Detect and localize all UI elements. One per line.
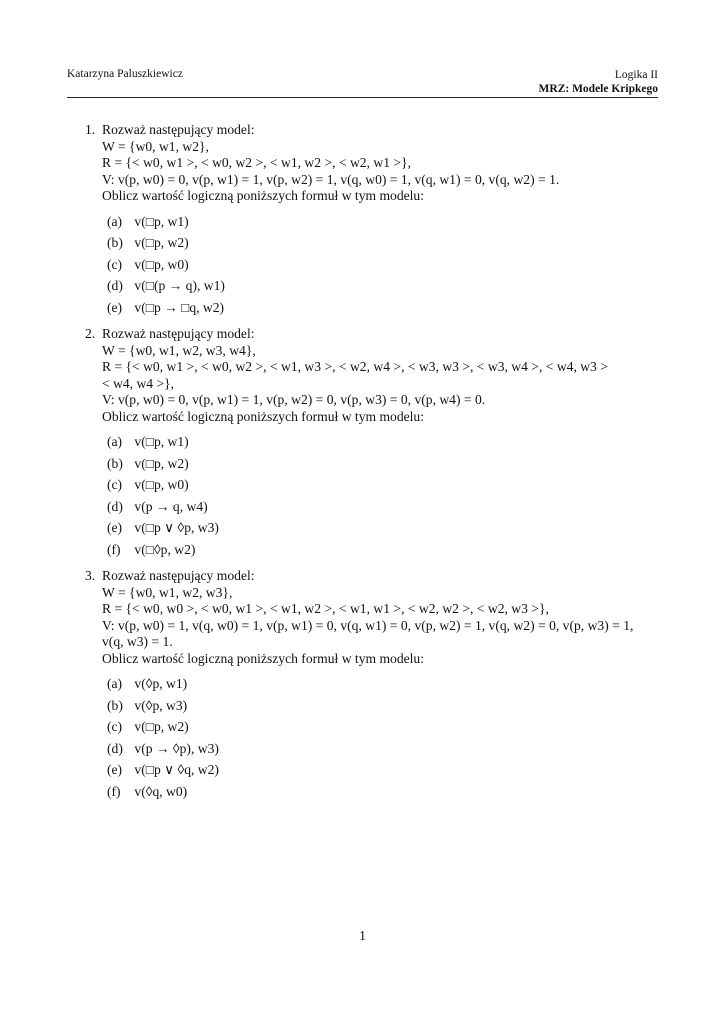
- problem-intro: Rozważ następujący model:: [102, 326, 255, 341]
- model-valuation: V: v(p, w0) = 0, v(p, w1) = 1, v(p, w2) = 0, v(p, w3) = 0, v(p, w4) = 0.: [102, 392, 486, 407]
- formula-item: [107, 232, 660, 254]
- model-worlds: W = {w0, w1, w2, w3},: [102, 584, 233, 600]
- problem-number: 3.: [85, 568, 96, 583]
- problem-task: Oblicz wartość logiczną poniższych formuł w tym modelu:: [102, 188, 425, 203]
- item-label: (c): [107, 719, 123, 734]
- item-formula: v(◊q, w0): [134, 783, 188, 799]
- item-formula: v(□◊p, w2): [134, 541, 196, 557]
- item-label: (e): [107, 762, 123, 777]
- item-formula: v(□p, w2): [134, 719, 189, 734]
- formula-item: [107, 716, 660, 738]
- problem-1: [85, 122, 660, 318]
- item-formula: v(□p, w2): [134, 235, 189, 250]
- formula-item: [107, 211, 660, 233]
- item-formula: v(◊p, w3): [134, 697, 188, 713]
- problem-2: [85, 326, 660, 560]
- item-formula: v(p → q, w4): [134, 498, 208, 514]
- formula-item: [107, 738, 660, 760]
- item-label: (e): [107, 520, 123, 535]
- item-formula: v(□p, w0): [134, 256, 189, 272]
- item-formula: v(□p ∨ ◊p, w3): [134, 520, 219, 535]
- formula-item: [107, 453, 660, 475]
- item-formula: v(□p, w1): [134, 213, 189, 229]
- formula-list: [107, 673, 660, 802]
- item-formula: v(□(p → q), w1): [134, 278, 225, 293]
- formula-item: [107, 517, 660, 539]
- item-label: (a): [107, 434, 123, 449]
- item-formula: v(□p ∨ ◊q, w2): [134, 762, 219, 777]
- formula-item: [107, 673, 660, 695]
- problem-3: [85, 568, 660, 802]
- page-number: 1: [359, 928, 366, 943]
- formula-item: [107, 539, 660, 561]
- problem-number: 1.: [85, 122, 96, 137]
- formula-item: [107, 496, 660, 518]
- item-label: (d): [107, 278, 123, 293]
- formula-item: [107, 695, 660, 717]
- item-label: (b): [107, 235, 123, 250]
- item-label: (c): [107, 477, 123, 492]
- formula-item: [107, 297, 660, 319]
- problem-task: Oblicz wartość logiczną poniższych formuł w tym modelu:: [102, 650, 425, 666]
- formula-list: [107, 431, 660, 560]
- model-worlds: W = {w0, w1, w2},: [102, 138, 209, 154]
- item-formula: v(□p, w0): [134, 477, 189, 492]
- model-relation: R = {< w0, w1 >, < w0, w2 >, < w1, w2 >, < w2, w1 >},: [102, 155, 411, 170]
- item-formula: v(◊p, w1): [134, 676, 188, 691]
- item-formula: v(□p, w1): [134, 434, 189, 449]
- formula-item: [107, 254, 660, 276]
- problem-intro: Rozważ następujący model:: [102, 122, 255, 137]
- item-label: (f): [107, 541, 121, 557]
- header-right: [539, 68, 658, 96]
- header-course: Logika II: [614, 69, 658, 81]
- formula-item: [107, 759, 660, 781]
- item-label: (e): [107, 299, 123, 315]
- formula-item: [107, 275, 660, 297]
- item-formula: v(□p, w2): [134, 455, 189, 471]
- formula-item: [107, 474, 660, 496]
- model-relation: R = {< w0, w1 >, < w0, w2 >, < w1, w3 >, < w2, w4 >, < w3, w3 >, < w3, w4 >, < w4, w3 >: [102, 359, 608, 374]
- item-label: (d): [107, 740, 123, 756]
- item-label: (a): [107, 213, 123, 229]
- problem-task: Oblicz wartość logiczną poniższych formuł w tym modelu:: [102, 408, 425, 424]
- item-formula: v(□p → □q, w2): [134, 299, 225, 315]
- item-label: (a): [107, 676, 123, 691]
- formula-item: [107, 781, 660, 803]
- model-valuation-cont: v(q, w3) = 1.: [102, 634, 173, 649]
- header-rule: [67, 97, 658, 98]
- item-label: (b): [107, 697, 123, 713]
- formula-item: [107, 431, 660, 453]
- model-valuation: V: v(p, w0) = 1, v(q, w0) = 1, v(p, w1) = 0, v(q, w1) = 0, v(p, w2) = 1, v(q, w2) = 0, v(p, w3) = 1,: [102, 617, 634, 633]
- header-author: Katarzyna Paluszkiewicz: [67, 68, 183, 80]
- model-valuation: V: v(p, w0) = 0, v(p, w1) = 1, v(p, w2) = 1, v(q, w0) = 1, v(q, w1) = 0, v(q, w2) = 1.: [102, 171, 560, 187]
- item-formula: v(p → ◊p), w3): [134, 740, 219, 756]
- item-label: (c): [107, 256, 123, 272]
- model-relation-cont: < w4, w4 >},: [102, 375, 175, 391]
- item-label: (d): [107, 498, 123, 514]
- problem-intro: Rozważ następujący model:: [102, 568, 255, 583]
- header-topic: MRZ: Modele Kripkego: [538, 83, 658, 95]
- model-relation: R = {< w0, w0 >, < w0, w1 >, < w1, w2 >, < w1, w1 >, < w2, w2 >, < w2, w3 >},: [102, 601, 549, 616]
- problem-number: 2.: [85, 326, 96, 341]
- model-worlds: W = {w0, w1, w2, w3, w4},: [102, 342, 256, 358]
- formula-list: [107, 211, 660, 319]
- item-label: (f): [107, 783, 121, 799]
- problem-list: [85, 122, 660, 810]
- item-label: (b): [107, 455, 123, 471]
